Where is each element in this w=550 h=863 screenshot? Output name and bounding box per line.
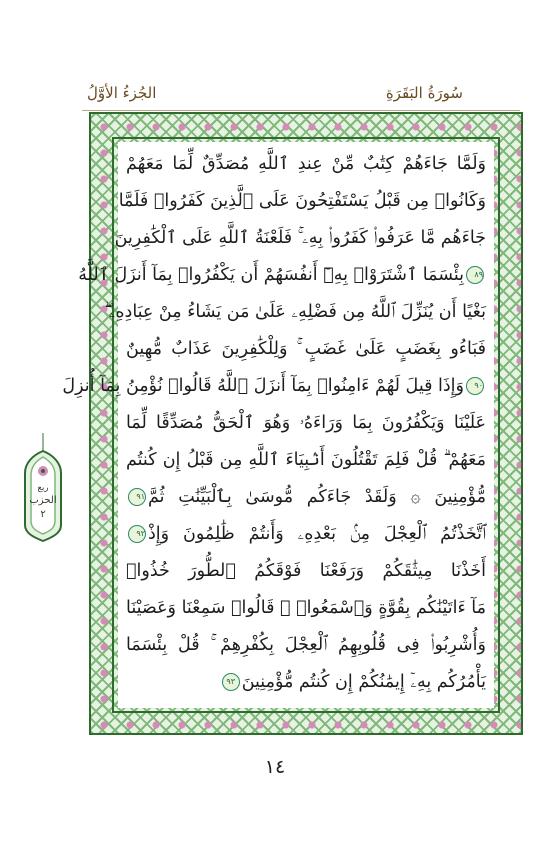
ayah-marker: ٩١: [128, 488, 146, 506]
page-number: ١٤: [264, 756, 286, 778]
text-line-15: يَأْمُرُكُم بِهِۦٓ إِيمَٰنُكُمْ إِن كُنتُم مُّؤْمِنِينَ٩٣: [126, 662, 486, 702]
text-line-5: بَغْيًا أَن يُنَزِّلَ ٱللَّهُ مِن فَضْلِهِۦ عَلَىٰ مَن يَشَاءُ مِنْ عِبَادِهِۦ ۖ: [104, 302, 486, 322]
quran-text-area: [62, 142, 494, 708]
hizb-rub: ربع: [37, 483, 49, 493]
page-header: [0, 84, 550, 110]
text-line-7: ٩٠وَإِذَا قِيلَ لَهُمْ ءَامِنُوا۟ بِمَآ أَنزَلَ ٱللَّهُ قَالُوا۟ نُؤْمِنُ بِمَآ أُنزِلَ: [62, 376, 483, 396]
text-line-4: ٨٩بِئْسَمَا ٱشْتَرَوْا۟ بِهِۦٓ أَنفُسَهُمْ أَن يَكْفُرُوا۟ بِمَآ أَنزَلَ ٱللَّهُ: [78, 265, 483, 285]
text-line-3: جَاءَهُم مَّا عَرَفُوا۟ كَفَرُوا۟ بِهِۦ ۚ فَلَعْنَةُ ٱللَّهِ عَلَى ٱلْكَٰفِرِينَ: [114, 228, 486, 248]
ayah-marker: ٩٠: [466, 377, 484, 395]
text-line-14: وَأُشْرِبُوا۟ فِى قُلُوبِهِمُ ٱلْعِجْلَ بِكُفْرِهِمْ ۚ قُلْ بِئْسَمَا: [126, 635, 486, 655]
surah-title: سُورَةُ البَقَرَةِ: [385, 84, 463, 102]
text-line-12: أَخَذْنَا مِيثَٰقَكُمْ وَرَفَعْنَا فَوْقَكُمُ ٱلطُّورَ خُذُوا۟: [126, 561, 486, 581]
text-line-13: مَآ ءَاتَيْنَٰكُم بِقُوَّةٍ وَٱسْمَعُوا۟ ۖ قَالُوا۟ سَمِعْنَا وَعَصَيْنَا: [126, 598, 486, 618]
ayah-marker: ٩٢: [128, 525, 146, 543]
text-line-2: وَكَانُوا۟ مِن قَبْلُ يَسْتَفْتِحُونَ عَلَى ٱلَّذِينَ كَفَرُوا۟ فَلَمَّا: [118, 191, 486, 211]
ayah-marker: ٨٩: [466, 266, 484, 284]
juz-title: الجُزءُ الأوَّلُ: [87, 84, 157, 102]
text-line-8: عَلَيْنَا وَيَكْفُرُونَ بِمَا وَرَاءَهُۥ وَهُوَ ٱلْحَقُّ مُصَدِّقًا لِّمَا: [126, 413, 486, 433]
hizb-label: الحزب: [29, 495, 57, 506]
text-line-1: وَلَمَّا جَاءَهُمْ كِتَٰبٌ مِّنْ عِندِ ٱللَّهِ مُصَدِّقٌ لِّمَا مَعَهُمْ: [126, 154, 486, 174]
hizb-number: ٢: [40, 509, 46, 520]
ayah-marker: ٩٣: [222, 673, 240, 691]
text-line-10: مُّؤْمِنِينَ ۞ وَلَقَدْ جَاءَكُم مُّوسَىٰ بِٱلْبَيِّنَٰتِ ثُمَّ٩١: [126, 477, 486, 517]
text-line-9: مَعَهُمْ ۗ قُلْ فَلِمَ تَقْتُلُونَ أَنۢبِيَاءَ ٱللَّهِ مِن قَبْلُ إِن كُنتُم: [126, 450, 486, 470]
header-divider: [82, 110, 520, 111]
text-line-11: ٱتَّخَذْتُمُ ٱلْعِجْلَ مِنۢ بَعْدِهِۦ وَأَنتُمْ ظَٰلِمُونَ وَإِذْ٩٢: [126, 514, 486, 554]
hizb-marker: [21, 433, 65, 543]
text-line-6: فَبَاءُو بِغَضَبٍ عَلَىٰ غَضَبٍ ۚ وَلِلْكَٰفِرِينَ عَذَابٌ مُّهِينٌ: [126, 339, 486, 359]
